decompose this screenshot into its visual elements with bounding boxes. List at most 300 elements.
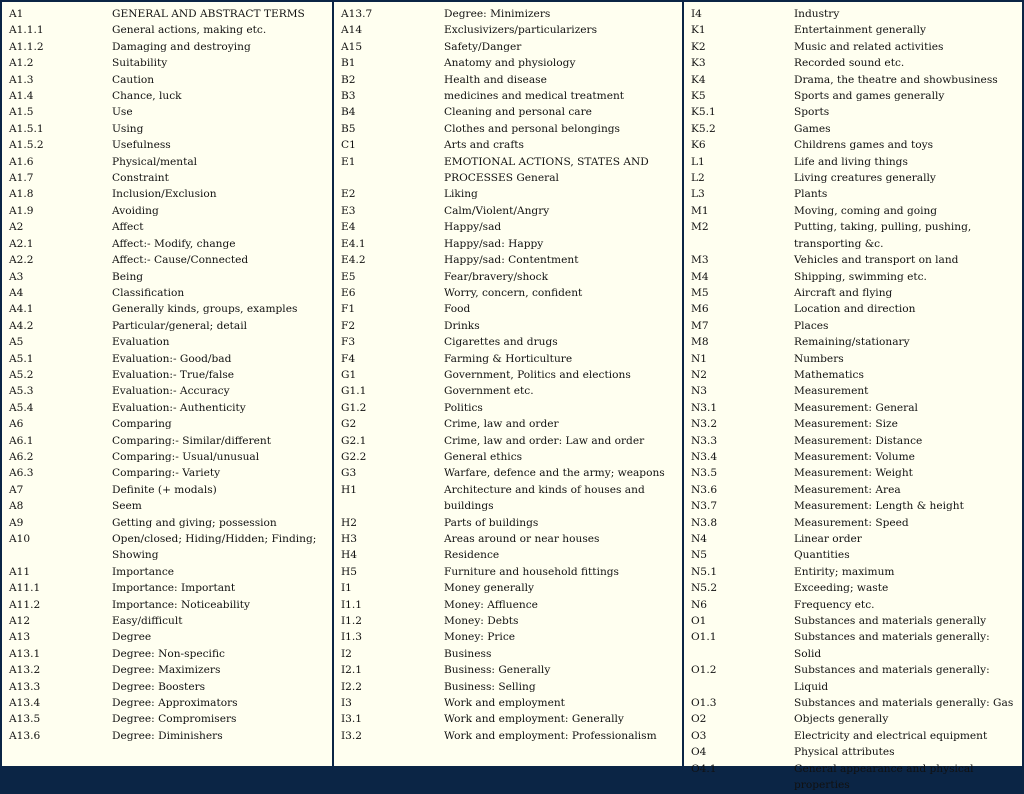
table-row xyxy=(691,465,1022,481)
tag-code: A13.4 xyxy=(9,697,41,710)
tag-code: B4 xyxy=(341,106,356,119)
tag-code: M5 xyxy=(691,286,709,299)
tag-label: Entertainment generally xyxy=(794,24,926,37)
tag-code: G2.1 xyxy=(341,434,367,447)
table-row xyxy=(691,55,1022,71)
tag-code: O4 xyxy=(691,746,707,759)
tag-code: G1.1 xyxy=(341,385,367,398)
table-row xyxy=(9,6,332,22)
tag-code: K5.1 xyxy=(691,106,716,119)
table-row xyxy=(341,580,682,596)
tag-code: A7 xyxy=(9,483,24,496)
column-3 xyxy=(684,2,1022,792)
table-row xyxy=(691,170,1022,186)
table-row xyxy=(341,104,682,120)
table-row xyxy=(691,597,1022,613)
table-row xyxy=(691,186,1022,202)
tag-code: A5.4 xyxy=(9,401,34,414)
tag-code: B5 xyxy=(341,122,356,135)
table-row xyxy=(9,72,332,88)
tag-label: Numbers xyxy=(794,352,844,365)
tag-code: I3 xyxy=(341,697,352,710)
tag-code: K1 xyxy=(691,24,706,37)
tag-label: Physical/mental xyxy=(112,155,198,168)
tag-label: Measurement: General xyxy=(794,401,918,414)
table-row xyxy=(9,121,332,137)
table-row xyxy=(341,695,682,711)
table-row xyxy=(691,367,1022,383)
table-row xyxy=(341,531,682,547)
tag-label: Happy/sad xyxy=(444,221,502,234)
tag-label: Industry xyxy=(794,8,840,20)
tag-code: N4 xyxy=(691,533,708,545)
tag-label: Measurement: Area xyxy=(794,483,901,496)
tag-label: Work and employment: Professionalism xyxy=(444,729,657,742)
tag-code: F1 xyxy=(341,303,356,316)
tag-label: Being xyxy=(112,270,144,283)
tag-label: Aircraft and flying xyxy=(794,286,893,299)
tag-code: A2.2 xyxy=(9,254,34,267)
tag-code: E2 xyxy=(341,188,356,201)
tag-code: O1 xyxy=(691,615,707,628)
tag-code: A1.6 xyxy=(9,155,34,168)
tag-code: L1 xyxy=(691,155,705,168)
table-row xyxy=(9,236,332,252)
tag-label: Measurement: Distance xyxy=(794,434,923,447)
column-2 xyxy=(334,2,682,766)
tag-code: C1 xyxy=(341,139,356,152)
table-row xyxy=(691,351,1022,367)
table-row xyxy=(341,301,682,317)
tag-label: Entirity; maximum xyxy=(794,565,895,578)
tag-code: M3 xyxy=(691,254,709,267)
tag-code: A6.1 xyxy=(9,434,34,447)
tag-code: N5 xyxy=(691,549,708,562)
tag-label: Games xyxy=(794,122,831,135)
table-row xyxy=(9,39,332,55)
tag-label: Happy/sad: Contentment xyxy=(444,254,579,267)
tag-label: EMOTIONAL ACTIONS, STATES AND PROCESSES General xyxy=(444,155,649,185)
tag-code: F2 xyxy=(341,319,356,332)
tag-label: Fear/bravery/shock xyxy=(444,270,549,283)
table-row xyxy=(341,6,682,22)
tag-code: A6.3 xyxy=(9,467,34,480)
table-row xyxy=(9,383,332,399)
table-row xyxy=(9,334,332,350)
tag-code: E4 xyxy=(341,221,356,234)
tag-code: A10 xyxy=(9,533,31,545)
table-row xyxy=(9,695,332,711)
tag-code: N2 xyxy=(691,368,708,381)
table-row xyxy=(691,285,1022,301)
table-row xyxy=(9,154,332,170)
table-row xyxy=(9,498,332,514)
tag-code: I2.2 xyxy=(341,680,363,693)
table-row xyxy=(341,547,682,563)
tag-code: A6.2 xyxy=(9,450,34,463)
tag-label: Putting, taking, pulling, pushing, transporting &c. xyxy=(794,221,972,250)
tag-code: K3 xyxy=(691,57,706,70)
tag-code: I3.2 xyxy=(341,729,363,742)
table-row xyxy=(341,285,682,301)
tag-code: M6 xyxy=(691,303,709,316)
table-row xyxy=(691,564,1022,580)
tag-label: Measurement: Weight xyxy=(794,467,913,480)
tag-label: General actions, making etc. xyxy=(112,24,267,37)
tag-label: Usefulness xyxy=(112,139,171,152)
tag-label: Location and direction xyxy=(794,303,916,316)
tag-label: Exceeding; waste xyxy=(794,582,889,595)
table-row xyxy=(341,433,682,449)
tag-code: A13.5 xyxy=(9,713,41,726)
table-row xyxy=(691,433,1022,449)
tag-code: K2 xyxy=(691,40,706,53)
table-row xyxy=(9,203,332,219)
tag-label: Farming & Horticulture xyxy=(444,352,573,365)
table-row xyxy=(341,449,682,465)
table-row xyxy=(341,186,682,202)
table-row xyxy=(9,629,332,645)
table-row xyxy=(691,515,1022,531)
tag-label: Business xyxy=(444,647,492,660)
tag-code: M2 xyxy=(691,221,709,234)
tag-label: Work and employment: Generally xyxy=(444,713,624,726)
tag-code: O1.2 xyxy=(691,664,717,677)
tag-code: O2 xyxy=(691,713,707,726)
table-row xyxy=(691,137,1022,153)
table-row xyxy=(341,597,682,613)
tag-label: Recorded sound etc. xyxy=(794,57,905,70)
tag-code: A11.1 xyxy=(9,582,41,595)
table-row xyxy=(691,416,1022,432)
tag-label: Food xyxy=(444,303,471,316)
tag-label: Avoiding xyxy=(112,204,159,217)
tag-code: E5 xyxy=(341,270,356,283)
table-row xyxy=(691,400,1022,416)
table-row xyxy=(691,728,1022,744)
table-row xyxy=(9,711,332,727)
table-row xyxy=(341,613,682,629)
tag-code: A13 xyxy=(9,631,31,644)
tag-code: A13.2 xyxy=(9,664,41,677)
tag-code: A4.1 xyxy=(9,303,34,316)
tag-code: L2 xyxy=(691,172,705,185)
table-row xyxy=(9,662,332,678)
tag-label: Anatomy and physiology xyxy=(444,57,576,70)
tag-label: Quantities xyxy=(794,549,850,562)
tag-label: Importance: Noticeability xyxy=(112,598,250,611)
table-row xyxy=(691,580,1022,596)
tag-label: Getting and giving; possession xyxy=(112,516,277,529)
tag-code: I2.1 xyxy=(341,664,363,677)
tag-label: Vehicles and transport on land xyxy=(794,254,959,267)
tag-code: A1.5.2 xyxy=(9,139,44,152)
tag-label: Comparing:- Usual/unusual xyxy=(112,450,260,463)
tag-label: Degree: Diminishers xyxy=(112,729,223,742)
table-row xyxy=(341,662,682,678)
tag-label: Substances and materials generally: Gas xyxy=(794,697,1014,710)
tag-label: Degree: Non-specific xyxy=(112,647,225,660)
tag-label: Life and living things xyxy=(794,155,908,168)
table-row xyxy=(691,531,1022,547)
table-row xyxy=(691,301,1022,317)
table-row xyxy=(341,252,682,268)
tag-label: Measurement: Length & height xyxy=(794,500,964,513)
table-row xyxy=(341,318,682,334)
tag-code: E4.2 xyxy=(341,254,366,267)
table-row xyxy=(691,72,1022,88)
tag-code: G3 xyxy=(341,467,357,480)
tag-code: A12 xyxy=(9,615,31,628)
tag-label: Frequency etc. xyxy=(794,598,875,611)
table-row xyxy=(691,695,1022,711)
table-row xyxy=(9,646,332,662)
table-row xyxy=(341,351,682,367)
table-row xyxy=(691,498,1022,514)
tag-label: Work and employment xyxy=(444,697,565,710)
tag-label: Measurement: Speed xyxy=(794,516,909,529)
table-row xyxy=(691,449,1022,465)
tag-code: E4.1 xyxy=(341,237,366,250)
tag-label: Objects generally xyxy=(794,713,889,726)
table-row xyxy=(691,6,1022,22)
tag-label: Substances and materials generally: Solid xyxy=(794,631,990,660)
table-row xyxy=(9,219,332,235)
tag-code: A2 xyxy=(9,221,24,234)
tag-code: M7 xyxy=(691,319,709,332)
tag-label: GENERAL AND ABSTRACT TERMS xyxy=(112,8,305,20)
tag-code: G1.2 xyxy=(341,401,367,414)
table-row xyxy=(9,367,332,383)
table-row xyxy=(9,88,332,104)
tag-label: Seem xyxy=(112,500,142,513)
tag-label: Degree: Boosters xyxy=(112,680,206,693)
tag-label: Inclusion/Exclusion xyxy=(112,188,217,201)
tag-label: Affect:- Cause/Connected xyxy=(112,254,249,267)
tag-label: Parts of buildings xyxy=(444,516,539,529)
tag-label: Measurement xyxy=(794,385,869,398)
tag-code: F4 xyxy=(341,352,356,365)
tag-code: I3.1 xyxy=(341,713,363,726)
tag-label: Sports and games generally xyxy=(794,90,945,103)
tag-label: Definite (+ modals) xyxy=(112,483,217,496)
table-row xyxy=(341,416,682,432)
table-row xyxy=(9,531,332,564)
tag-code: G1 xyxy=(341,368,357,381)
table-row xyxy=(341,72,682,88)
tag-code: N3.5 xyxy=(691,467,718,480)
tag-label: Exclusivizers/particularizers xyxy=(444,24,598,37)
tag-code: A4 xyxy=(9,286,24,299)
table-row xyxy=(691,219,1022,252)
tag-code: L3 xyxy=(691,188,705,201)
tag-label: Using xyxy=(112,122,144,135)
table-row xyxy=(9,400,332,416)
tag-code: N1 xyxy=(691,352,708,365)
table-row xyxy=(9,433,332,449)
table-row xyxy=(341,482,682,515)
tag-code: A1.5.1 xyxy=(9,122,44,135)
tag-label: Importance xyxy=(112,565,175,578)
tag-label: Comparing xyxy=(112,418,172,431)
tag-code: A1 xyxy=(9,8,24,20)
tag-label: Physical attributes xyxy=(794,746,895,759)
table-row xyxy=(9,449,332,465)
table-row xyxy=(691,39,1022,55)
table-row xyxy=(341,121,682,137)
tag-label: Health and disease xyxy=(444,73,547,86)
tag-label: Comparing:- Variety xyxy=(112,467,221,480)
table-row xyxy=(341,137,682,153)
tag-code: O1.1 xyxy=(691,631,717,644)
tag-label: Money: Debts xyxy=(444,615,519,628)
tag-code: A6 xyxy=(9,418,24,431)
table-row xyxy=(691,252,1022,268)
tag-label: Degree: Compromisers xyxy=(112,713,237,726)
table-row xyxy=(691,482,1022,498)
tag-label: Crime, law and order xyxy=(444,418,559,431)
tag-label: Sports xyxy=(794,106,830,119)
tag-label: Use xyxy=(112,106,133,119)
tag-code: O1.3 xyxy=(691,697,717,710)
tag-label: Suitability xyxy=(112,57,168,70)
table-row xyxy=(691,711,1022,727)
table-row xyxy=(9,186,332,202)
tag-label: Residence xyxy=(444,549,500,562)
tag-code: A14 xyxy=(341,24,363,37)
tag-code: B3 xyxy=(341,90,356,103)
table-row xyxy=(9,269,332,285)
tag-label: Affect xyxy=(112,221,144,234)
table-row xyxy=(341,383,682,399)
tag-label: Money: Affluence xyxy=(444,598,538,611)
tag-code: M4 xyxy=(691,270,709,283)
tag-label: Furniture and household fittings xyxy=(444,565,619,578)
table-row xyxy=(9,104,332,120)
tag-label: Linear order xyxy=(794,533,862,545)
table-row xyxy=(341,728,682,744)
table-row xyxy=(9,22,332,38)
table-row xyxy=(341,236,682,252)
tag-label: Evaluation:- Accuracy xyxy=(112,385,230,398)
tag-code: A13.1 xyxy=(9,647,41,660)
table-row xyxy=(9,515,332,531)
tag-label: Open/closed; Hiding/Hidden; Finding; Showing xyxy=(112,533,317,562)
tag-label: Evaluation:- Good/bad xyxy=(112,352,232,365)
tag-label: Business: Generally xyxy=(444,664,551,677)
tag-code: H2 xyxy=(341,516,357,529)
tag-code: N5.1 xyxy=(691,565,718,578)
tag-code: I2 xyxy=(341,647,352,660)
table-row xyxy=(341,711,682,727)
tag-code: I1 xyxy=(341,582,352,595)
table-row xyxy=(341,203,682,219)
tag-code: A2.1 xyxy=(9,237,34,250)
tag-label: Evaluation:- Authenticity xyxy=(112,401,246,414)
table-row xyxy=(9,482,332,498)
tag-label: Safety/Danger xyxy=(444,40,522,53)
tag-label: Places xyxy=(794,319,829,332)
tag-label: Remaining/stationary xyxy=(794,336,910,349)
tag-code: N5.2 xyxy=(691,582,718,595)
table-row xyxy=(691,269,1022,285)
tag-code: A13.3 xyxy=(9,680,41,693)
table-row xyxy=(691,547,1022,563)
tag-code: A1.3 xyxy=(9,73,34,86)
tag-code: K6 xyxy=(691,139,706,152)
tag-label: Mathematics xyxy=(794,368,864,381)
tag-label: Evaluation:- True/false xyxy=(112,368,235,381)
tag-label: Calm/Violent/Angry xyxy=(444,204,550,217)
table-row xyxy=(341,88,682,104)
table-row xyxy=(341,269,682,285)
table-row xyxy=(691,334,1022,350)
tag-label: Cleaning and personal care xyxy=(444,106,592,119)
tag-label: Constraint xyxy=(112,172,169,185)
tag-code: A4.2 xyxy=(9,319,34,332)
tag-code: E3 xyxy=(341,204,356,217)
tag-label: Business: Selling xyxy=(444,680,536,693)
tagset-table xyxy=(2,2,1022,792)
tag-code: G2 xyxy=(341,418,357,431)
tag-label: Generally kinds, groups, examples xyxy=(112,303,298,316)
table-row xyxy=(341,367,682,383)
tag-label: Happy/sad: Happy xyxy=(444,237,544,250)
tag-code: H4 xyxy=(341,549,357,562)
tag-code: A9 xyxy=(9,516,24,529)
tag-code: A1.2 xyxy=(9,57,34,70)
tag-label: Degree xyxy=(112,631,152,644)
tag-code: A1.7 xyxy=(9,172,34,185)
table-row xyxy=(9,728,332,744)
tag-label: Shipping, swimming etc. xyxy=(794,270,927,283)
tag-code: N3.6 xyxy=(691,483,718,496)
tag-code: N3.7 xyxy=(691,500,718,513)
tag-label: Classification xyxy=(112,286,185,299)
table-row xyxy=(341,55,682,71)
tag-code: F3 xyxy=(341,336,356,349)
tag-code: N3 xyxy=(691,385,708,398)
table-row xyxy=(691,662,1022,695)
tag-label: Government etc. xyxy=(444,385,534,398)
tag-label: Easy/difficult xyxy=(112,615,183,628)
tag-code: A11.2 xyxy=(9,598,41,611)
table-row xyxy=(9,416,332,432)
table-row xyxy=(341,334,682,350)
tag-label: Clothes and personal belongings xyxy=(444,122,620,135)
tag-code: A5.1 xyxy=(9,352,34,365)
tag-code: E1 xyxy=(341,155,356,168)
tag-code: A5.2 xyxy=(9,368,34,381)
table-row xyxy=(9,351,332,367)
tag-code: A13.6 xyxy=(9,729,41,742)
tag-code: A5 xyxy=(9,336,24,349)
tag-code: A1.9 xyxy=(9,204,34,217)
table-row xyxy=(691,203,1022,219)
tag-label: Importance: Important xyxy=(112,582,236,595)
tag-code: A1.1.2 xyxy=(9,40,44,53)
tag-label: Politics xyxy=(444,401,483,414)
table-row xyxy=(9,301,332,317)
table-row xyxy=(341,646,682,662)
tag-code: B1 xyxy=(341,57,356,70)
tag-code: A3 xyxy=(9,270,24,283)
tag-code: B2 xyxy=(341,73,356,86)
table-row xyxy=(9,55,332,71)
table-row xyxy=(9,252,332,268)
tag-label: General ethics xyxy=(444,450,523,463)
table-row xyxy=(9,613,332,629)
